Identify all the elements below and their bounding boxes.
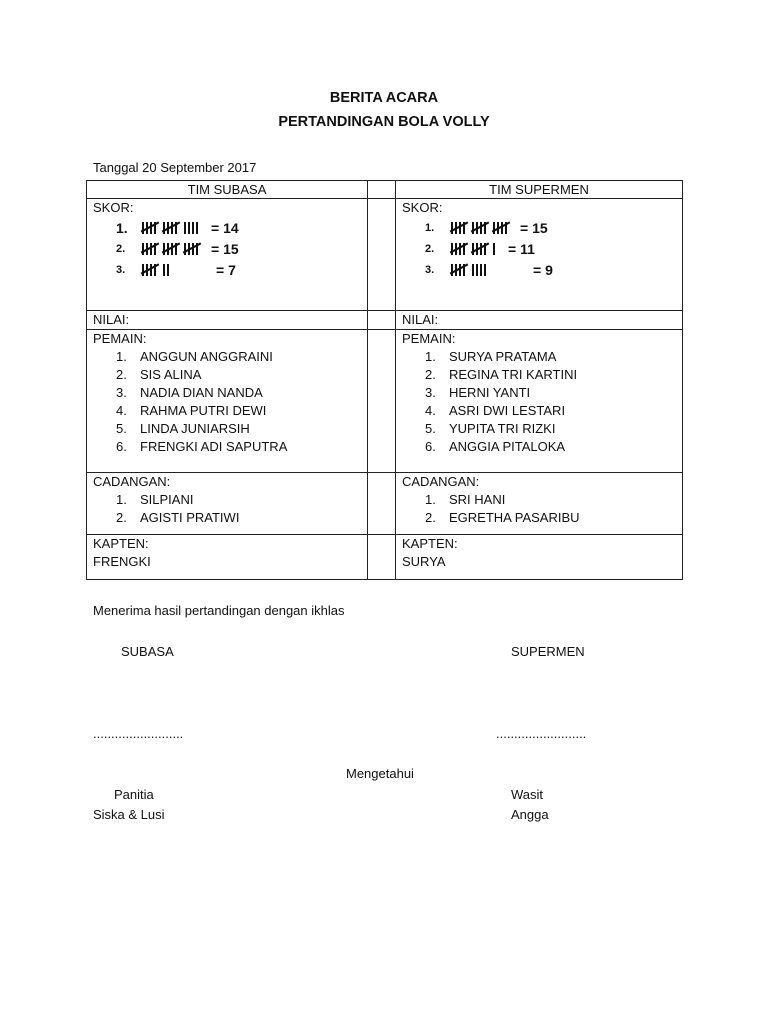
document-title: BERITA ACARA <box>329 90 439 106</box>
score-row <box>93 238 367 259</box>
score-row <box>402 238 682 259</box>
match-date: Tanggal 20 September 2017 <box>93 160 257 175</box>
player-item <box>93 402 367 420</box>
player-item <box>402 402 682 420</box>
score-value: = 9 <box>533 261 553 278</box>
score-number: 3. <box>116 263 126 276</box>
reserve-list <box>93 491 367 527</box>
role-left: Panitia <box>114 787 154 802</box>
reserves-cell-subasa <box>87 473 368 535</box>
player-item <box>93 438 367 456</box>
player-name: FRENGKI ADI SAPUTRA <box>140 439 288 454</box>
reserve-name: EGRETHA PASARIBU <box>449 510 580 525</box>
nilai-label: NILAI: <box>93 312 130 327</box>
tally-stroke <box>196 222 198 234</box>
reserves-cell-supermen <box>396 473 683 535</box>
tally-group <box>142 263 158 277</box>
kapten-label: KAPTEN: <box>93 536 149 551</box>
item-number: 5. <box>425 421 436 436</box>
tally-stroke <box>192 222 194 234</box>
player-name: REGINA TRI KARTINI <box>449 367 578 382</box>
score-value: = 15 <box>211 240 239 257</box>
player-name: RAHMA PUTRI DEWI <box>140 403 267 418</box>
mengetahui-label: Mengetahui <box>346 766 414 781</box>
tally-marks <box>142 221 205 235</box>
score-number: 1. <box>116 219 128 236</box>
role-right: Wasit <box>511 787 544 802</box>
item-number: 2. <box>116 510 127 525</box>
tally-marks <box>451 221 514 235</box>
score-number: 1. <box>425 221 435 234</box>
score-number: 2. <box>116 242 126 255</box>
tally-stroke <box>484 264 486 276</box>
signature-line-left: ......................... <box>93 726 184 741</box>
team-header-supermen: TIM SUPERMEN <box>396 181 683 199</box>
score-row <box>93 217 367 238</box>
tally-group <box>472 263 488 277</box>
score-list <box>93 217 367 280</box>
player-list <box>402 348 682 456</box>
score-value: = 15 <box>520 219 548 236</box>
reserve-name: SRI HANI <box>449 492 506 507</box>
player-item <box>402 438 682 456</box>
tally-stroke <box>493 243 495 255</box>
player-list <box>93 348 367 456</box>
tally-stroke <box>476 264 478 276</box>
player-name: SURYA PRATAMA <box>449 349 557 364</box>
player-item <box>402 384 682 402</box>
skor-label: SKOR: <box>93 200 134 215</box>
player-name: HERNI YANTI <box>449 385 531 400</box>
signature-team-right: SUPERMEN <box>511 644 585 659</box>
player-item <box>402 420 682 438</box>
signature-line-right: ......................... <box>496 726 587 741</box>
tally-group <box>493 242 497 256</box>
score-number: 3. <box>425 263 435 276</box>
score-row <box>402 217 682 238</box>
player-name: ANGGIA PITALOKA <box>449 439 566 454</box>
column-gap <box>368 181 396 199</box>
item-number: 1. <box>425 492 436 507</box>
item-number: 1. <box>116 492 127 507</box>
pemain-label: PEMAIN: <box>93 331 147 346</box>
score-value: = 14 <box>211 219 239 236</box>
player-name: ANGGUN ANGGRAINI <box>140 349 273 364</box>
signature-team-left: SUBASA <box>121 644 174 659</box>
reserve-item <box>402 509 682 527</box>
player-item <box>93 420 367 438</box>
player-name: YUPITA TRI RIZKI <box>449 421 556 436</box>
tally-stroke <box>472 264 474 276</box>
item-number: 1. <box>425 349 436 364</box>
item-number: 2. <box>116 367 127 382</box>
kapten-label: KAPTEN: <box>402 536 458 551</box>
tally-group <box>184 221 200 235</box>
tally-stroke <box>167 264 169 276</box>
document-subtitle: PERTANDINGAN BOLA VOLLY <box>278 114 490 130</box>
nilai-cell-subasa <box>87 311 368 330</box>
tally-marks <box>451 263 493 277</box>
item-number: 6. <box>116 439 127 454</box>
item-number: 2. <box>425 510 436 525</box>
tally-group <box>163 263 171 277</box>
tally-group <box>451 242 467 256</box>
tally-group <box>163 242 179 256</box>
tally-marks <box>142 263 176 277</box>
reserve-item <box>402 491 682 509</box>
score-value: = 11 <box>508 240 535 257</box>
cadangan-label: CADANGAN: <box>93 474 171 489</box>
reserve-name: AGISTI PRATIWI <box>140 510 240 525</box>
item-number: 4. <box>425 403 436 418</box>
person-left: Siska & Lusi <box>93 807 165 822</box>
player-item <box>402 366 682 384</box>
tally-group <box>493 221 509 235</box>
players-cell-supermen <box>396 330 683 473</box>
player-item <box>93 366 367 384</box>
acceptance-statement: Menerima hasil pertandingan dengan ikhlas <box>93 603 345 618</box>
tally-stroke <box>480 264 482 276</box>
nilai-cell-supermen <box>396 311 683 330</box>
reserve-item <box>93 509 367 527</box>
player-item <box>93 348 367 366</box>
player-name: SIS ALINA <box>140 367 202 382</box>
cadangan-label: CADANGAN: <box>402 474 480 489</box>
player-name: NADIA DIAN NANDA <box>140 385 263 400</box>
tally-marks <box>142 242 205 256</box>
tally-group <box>472 221 488 235</box>
player-item <box>93 384 367 402</box>
tally-marks <box>451 242 502 256</box>
item-number: 4. <box>116 403 127 418</box>
tally-group <box>472 242 488 256</box>
reserve-list <box>402 491 682 527</box>
person-right: Angga <box>511 807 549 822</box>
tally-group <box>451 263 467 277</box>
tally-group <box>163 221 179 235</box>
player-name: ASRI DWI LESTARI <box>449 403 566 418</box>
captain-name: FRENGKI <box>93 554 151 569</box>
score-cell-subasa <box>87 199 368 311</box>
score-value: = 7 <box>216 261 236 278</box>
tally-group <box>142 242 158 256</box>
captain-name: SURYA <box>402 554 446 569</box>
captain-cell-supermen <box>396 535 683 580</box>
skor-label: SKOR: <box>402 200 443 215</box>
captain-cell-subasa <box>87 535 368 580</box>
item-number: 5. <box>116 421 127 436</box>
item-number: 1. <box>116 349 127 364</box>
score-cell-supermen <box>396 199 683 311</box>
nilai-label: NILAI: <box>402 312 439 327</box>
match-report-table <box>86 180 683 580</box>
tally-group <box>142 221 158 235</box>
score-row <box>402 259 682 280</box>
reserve-item <box>93 491 367 509</box>
item-number: 3. <box>116 385 127 400</box>
item-number: 3. <box>425 385 436 400</box>
players-cell-subasa <box>87 330 368 473</box>
tally-stroke <box>184 222 186 234</box>
item-number: 2. <box>425 367 436 382</box>
reserve-name: SILPIANI <box>140 492 194 507</box>
item-number: 6. <box>425 439 436 454</box>
player-item <box>402 348 682 366</box>
tally-stroke <box>188 222 190 234</box>
team-header-subasa: TIM SUBASA <box>87 181 368 199</box>
tally-stroke <box>163 264 165 276</box>
score-number: 2. <box>425 242 435 255</box>
player-name: LINDA JUNIARSIH <box>140 421 250 436</box>
score-row <box>93 259 367 280</box>
tally-group <box>184 242 200 256</box>
pemain-label: PEMAIN: <box>402 331 456 346</box>
tally-group <box>451 221 467 235</box>
score-list <box>402 217 682 280</box>
